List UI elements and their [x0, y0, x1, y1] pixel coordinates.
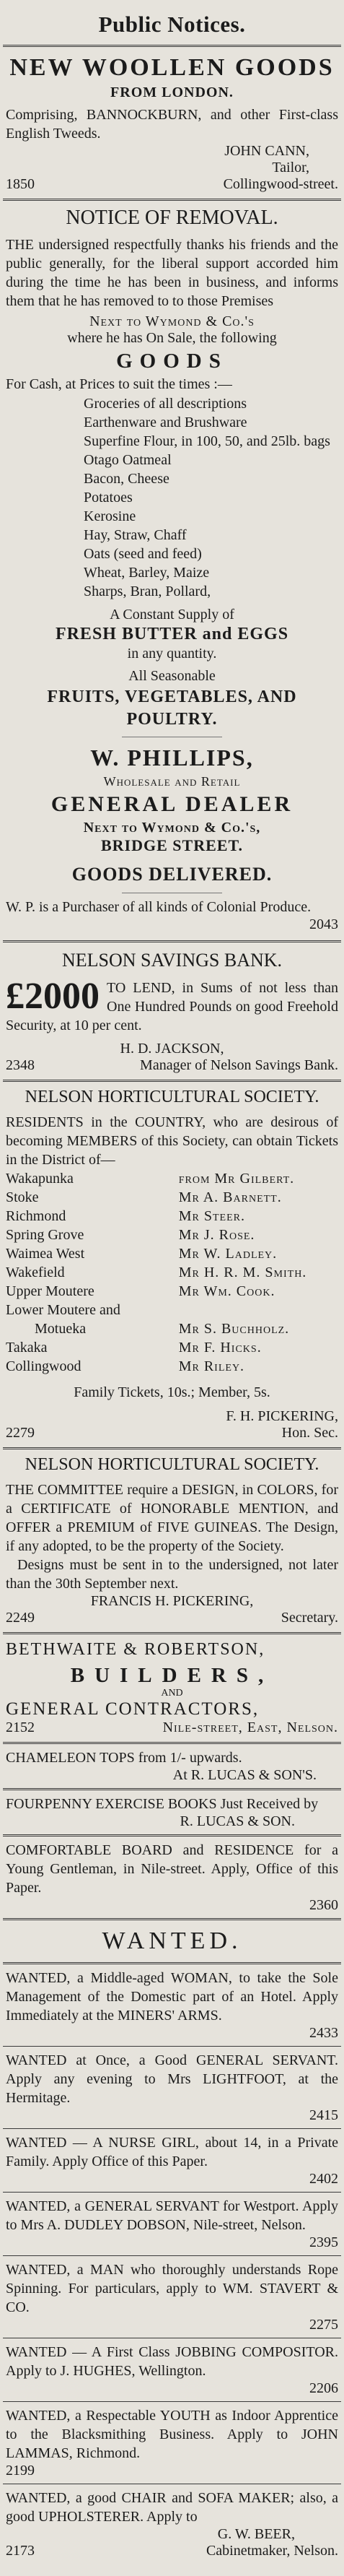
ad-title: NELSON SAVINGS BANK. — [61, 950, 283, 971]
ad-body: FOURPENNY EXERCISE BOOKS Just Received by — [6, 1796, 319, 1812]
ad-number: 2348 — [6, 1057, 35, 1073]
ad-address: Collingwood-street. — [223, 176, 338, 192]
ad-amount: £2000 — [6, 976, 100, 1017]
ad-wanted — [0, 2129, 344, 2192]
ad-name: R. LUCAS & SON. — [180, 1813, 295, 1829]
ad-street: BRIDGE STREET. — [101, 836, 243, 854]
ad-address: Nile-street, East, Nelson. — [162, 1719, 338, 1735]
ad-line: GENERAL CONTRACTORS, — [6, 1699, 260, 1719]
ad-savings-bank — [0, 942, 344, 1080]
ad-retail: Wholesale and Retail — [103, 774, 241, 789]
ad-body: WANTED — A First Class JOBBING COMPOSITOR. Apply to J. HUGHES, Wellington. — [6, 2344, 338, 2379]
ad-wanted — [0, 2484, 344, 2564]
ad-number: 2275 — [309, 2317, 338, 2333]
ad-on-sale: where he has On Sale, the following — [67, 330, 277, 346]
list-item: Earthenware and Brushware — [84, 415, 247, 430]
ad-wanted — [0, 2338, 344, 2401]
ad-dealer: GENERAL DEALER — [50, 792, 294, 816]
list-item: Sharps, Bran, Pollard, — [84, 584, 211, 599]
table-row: Takaka Mr F. Hicks. — [6, 1340, 262, 1356]
ad-poultry: POULTRY. — [126, 710, 218, 729]
ad-supply: A Constant Supply of — [110, 607, 234, 623]
table-row: Collingwood Mr Riley. — [6, 1358, 245, 1374]
ad-number: 2249 — [6, 1610, 35, 1626]
ad-body: WANTED, a good CHAIR and SOFA MAKER; also, a good UPHOLSTERER. Apply to — [6, 2490, 338, 2525]
table-row: Waimea West Mr W. Ladley. — [6, 1246, 278, 1262]
ad-removal-notice — [0, 201, 344, 940]
ad-fresh: FRESH BUTTER and EGGS — [55, 625, 289, 643]
ad-name: W. PHILLIPS, — [90, 745, 254, 771]
ad-body-2: Designs must be sent in to the undersigned, not later than the 30th September next. — [6, 1557, 338, 1592]
ad-body: WANTED, a Respectable YOUTH as Indoor Apprentice to the Blacksmithing Business. Apply to JOHN LAMMAS, Richmond. — [6, 2408, 338, 2461]
ad-at: At R. LUCAS & SON'S. — [172, 1767, 317, 1783]
ad-number: 2152 — [6, 1719, 35, 1735]
list-item: Superfine Flour, in 100, 50, and 25lb. bags — [84, 433, 330, 449]
ad-cash: For Cash, at Prices to suit the times :— — [6, 376, 232, 392]
list-item: Oats (seed and feed) — [84, 546, 202, 562]
goods-list — [6, 394, 338, 601]
ad-number: 2206 — [309, 2380, 338, 2396]
ad-number: 2360 — [309, 1897, 338, 1913]
ad-name: H. D. JACKSON, — [120, 1041, 224, 1057]
ad-horticultural-society — [0, 1082, 344, 1447]
ad-body: COMFORTABLE BOARD and RESIDENCE for a Young Gentleman, in Nile-street. Apply, Office of this Paper. — [6, 1842, 338, 1896]
ad-name: G. W. BEER, — [217, 2526, 295, 2542]
ad-next-to: Next to Wymond & Co.'s — [89, 313, 255, 329]
ad-body: THE undersigned respectfully thanks his friends and the public generally, for the liberal support accorded him during the time he has been in business, and informs them that he has removed to to those Premises — [6, 237, 338, 309]
ad-board-residence — [0, 1836, 344, 1918]
ad-woollen-goods — [0, 47, 344, 199]
ad-wanted — [0, 2402, 344, 2484]
ad-body: THE COMMITTEE require a DESIGN, in COLORS, for a CERTIFICATE of HONORABLE MENTION, and OFFER a PREMIUM of FIVE GUINEAS. The Design, if any adopted, to be the property of the Society. — [6, 1482, 338, 1554]
ad-body: WANTED at Once, a Good GENERAL SERVANT. Apply any evening to Mrs LIGHTFOOT, at the Hermitage. — [6, 2052, 338, 2106]
ad-goods: GOODS — [116, 350, 228, 373]
ad-body: TO LEND, in Sums of not less than One Hundred Pounds on good Freehold Security, at 10 per cent. — [6, 980, 338, 1033]
section-header: Public Notices. — [98, 12, 246, 37]
ad-role: Secretary. — [281, 1610, 338, 1626]
list-item: Potatoes — [84, 490, 133, 506]
ad-body: WANTED — A NURSE GIRL, about 14, in a Private Family. Apply Office of this Paper. — [6, 2135, 338, 2169]
ad-builders — [0, 1634, 344, 1742]
ad-title: NELSON HORTICULTURAL SOCIETY. — [25, 1088, 319, 1106]
ad-body: RESIDENTS in the COUNTRY, who are desirous of becoming MEMBERS of this Society, can obtain Tickets in the District of— — [6, 1114, 338, 1168]
ad-body: CHAMELEON TOPS from 1/- upwards. — [6, 1750, 242, 1766]
ad-number: 2415 — [309, 2107, 338, 2123]
table-row: Upper Moutere Mr Wm. Cook. — [6, 1283, 275, 1299]
ad-number: 2395 — [309, 2234, 338, 2250]
ad-body: Comprising, BANNOCKBURN, and other First-class English Tweeds. — [6, 107, 338, 142]
table-row: Wakapunka from Mr Gilbert. — [6, 1171, 295, 1187]
ad-number: 2043 — [309, 916, 338, 932]
ad-and: AND — [161, 1688, 183, 1699]
ad-line: BUILDERS, — [70, 1664, 274, 1687]
ad-title: NOTICE OF REMOVAL. — [66, 207, 278, 229]
ad-delivered: GOODS DELIVERED. — [71, 864, 273, 885]
ad-fees: Family Tickets, 10s.; Member, 5s. — [74, 1384, 270, 1400]
list-item: Bacon, Cheese — [84, 471, 169, 487]
ad-number: 2173 — [6, 2543, 35, 2559]
table-row: Lower Moutere and — [6, 1302, 120, 1318]
ad-exercise-books — [0, 1790, 344, 1834]
ad-subtitle: FROM LONDON. — [110, 84, 234, 100]
ad-seasonable: All Seasonable — [128, 668, 216, 684]
list-item: Otago Oatmeal — [84, 452, 172, 468]
list-item: Groceries of all descriptions — [84, 396, 247, 412]
ad-wanted — [0, 2193, 344, 2255]
ad-name: JOHN CANN, — [224, 143, 309, 159]
ad-quantity: in any quantity. — [127, 646, 217, 662]
ad-horticultural-design — [0, 1449, 344, 1632]
ad-role: Tailor, — [272, 160, 309, 175]
ad-next-to: Next to Wymond & Co.'s, — [83, 820, 261, 836]
ad-role: Cabinetmaker, Nelson. — [206, 2543, 338, 2559]
table-row: Wakefield Mr H. R. M. Smith. — [6, 1265, 307, 1280]
ad-wanted — [0, 1964, 344, 2046]
table-row: Motueka Mr S. Buchholz. — [35, 1321, 290, 1337]
table-row: Spring Grove Mr J. Rose. — [6, 1227, 255, 1243]
ad-produce: W. P. is a Purchaser of all kinds of Colonial Produce. — [6, 899, 312, 915]
ad-body: WANTED, a GENERAL SERVANT for Westport. Apply to Mrs A. DUDLEY DOBSON, Nile-street, Nelson. — [6, 2198, 338, 2233]
ad-number: 2199 — [6, 2463, 35, 2479]
ad-body: WANTED, a Middle-aged WOMAN, to take the Sole Management of the Domestic part of an Hotel. Apply Immediately at the MINERS' ARMS. — [6, 1970, 338, 2024]
ad-name: FRANCIS H. PICKERING, — [90, 1593, 254, 1609]
ad-title: NEW WOOLLEN GOODS — [9, 54, 335, 81]
district-table — [6, 1169, 338, 1376]
ad-number: 2279 — [6, 1425, 35, 1441]
table-row: Stoke Mr A. Barnett. — [6, 1189, 282, 1205]
list-item: Hay, Straw, Chaff — [84, 527, 187, 543]
ad-number: 1850 — [6, 176, 35, 192]
ad-wanted — [0, 2256, 344, 2338]
table-row: Richmond Mr Steer. — [6, 1208, 245, 1224]
ad-body: WANTED, a MAN who thoroughly understands Rope Spinning. For particulars, apply to WM. STAVERT & CO. — [6, 2262, 338, 2315]
ad-title: NELSON HORTICULTURAL SOCIETY. — [25, 1455, 319, 1474]
ad-role: Manager of Nelson Savings Bank. — [140, 1057, 338, 1073]
ad-name: F. H. PICKERING, — [226, 1408, 338, 1424]
list-item: Wheat, Barley, Maize — [84, 565, 210, 581]
ad-number: 2402 — [309, 2171, 338, 2187]
ad-wanted — [0, 2047, 344, 2128]
ad-fruits: FRUITS, VEGETABLES, AND — [47, 688, 297, 706]
ad-role: Hon. Sec. — [281, 1425, 338, 1441]
ad-number: 2433 — [309, 2025, 338, 2041]
ad-line: BETHWAITE & ROBERTSON, — [6, 1640, 265, 1659]
ad-chameleon-tops — [0, 1744, 344, 1788]
wanted-header: WANTED. — [102, 1927, 242, 1954]
list-item: Kerosine — [84, 508, 136, 524]
